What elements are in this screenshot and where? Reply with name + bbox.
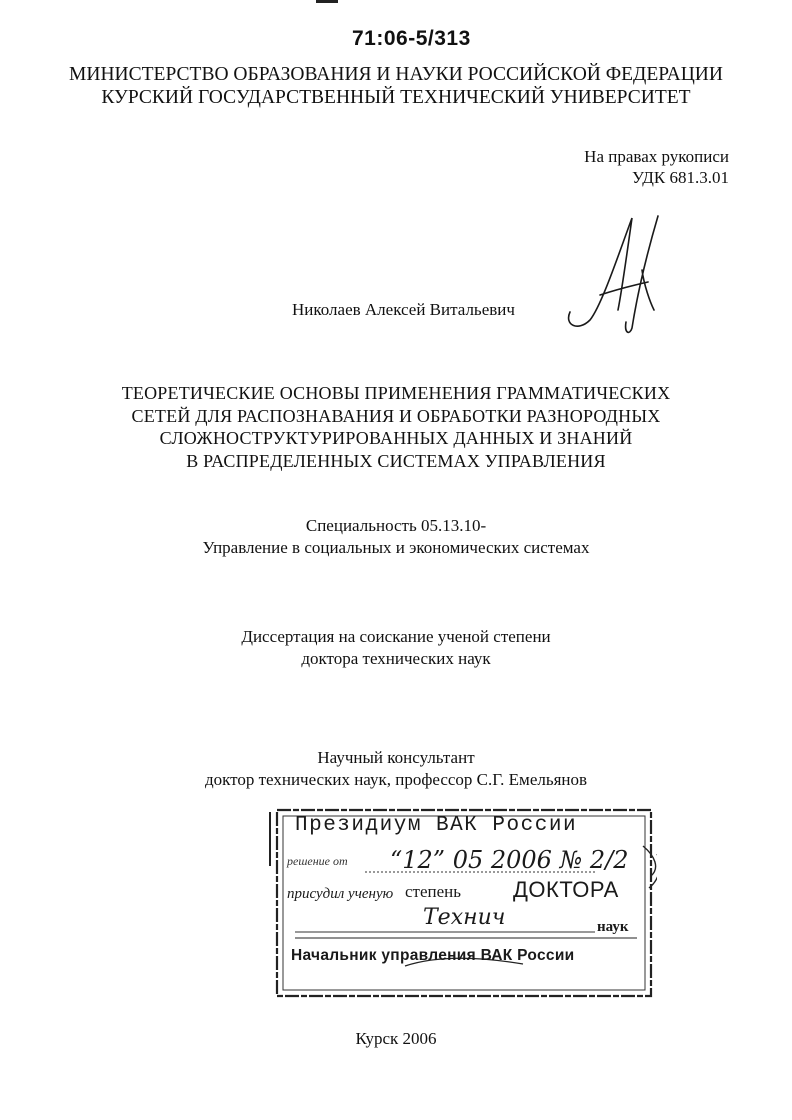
title-line: В РАСПРЕДЕЛЕННЫХ СИСТЕМАХ УПРАВЛЕНИЯ bbox=[186, 450, 606, 471]
stamp-awarded-label: присудил ученую bbox=[287, 886, 394, 902]
stamp-sciences-label: наук bbox=[597, 919, 629, 935]
archive-code: 71:06-5/313 bbox=[352, 27, 471, 50]
degree-statement-line: доктора технических наук bbox=[301, 649, 491, 668]
specialty-code: Специальность 05.13.10- bbox=[305, 516, 487, 535]
city-year: Курск 2006 bbox=[355, 1029, 437, 1048]
stamp-head-label: Начальник управления ВАК России bbox=[291, 947, 575, 964]
stamp-decision-label: решение от bbox=[287, 854, 348, 868]
specialty-block bbox=[0, 515, 792, 559]
university-name: КУРСКИЙ ГОСУДАРСТВЕННЫЙ ТЕХНИЧЕСКИЙ УНИВЕРСИТЕТ bbox=[101, 87, 691, 108]
ministry-name: МИНИСТЕРСТВО ОБРАЗОВАНИЯ И НАУКИ РОССИЙСКОЙ ФЕДЕРАЦИИ bbox=[69, 64, 723, 85]
consultant-label: Научный консультант bbox=[317, 748, 475, 767]
stamp-degree: ДОКТОРА bbox=[513, 877, 619, 902]
specialty-name: Управление в социальных и экономических системах bbox=[202, 538, 590, 557]
stamp-handwritten-date: “12” 05 2006 № 2/2 bbox=[390, 846, 629, 874]
author-signature bbox=[560, 210, 670, 340]
manuscript-rights-label: На правах рукописи bbox=[584, 147, 729, 166]
degree-statement bbox=[0, 626, 792, 670]
udc-code: УДК 681.3.01 bbox=[631, 168, 729, 187]
scan-artifact-mark bbox=[316, 0, 338, 3]
author-name: Николаев Алексей Витальевич bbox=[292, 300, 515, 319]
title-line: СЕТЕЙ ДЛЯ РАСПОЗНАВАНИЯ И ОБРАБОТКИ РАЗНОРОДНЫХ bbox=[131, 405, 661, 426]
stamp-handwritten-field: Технич bbox=[423, 905, 506, 930]
degree-statement-line: Диссертация на соискание ученой степени bbox=[241, 627, 551, 646]
consultant-name: доктор технических наук, профессор С.Г. Емельянов bbox=[204, 770, 588, 789]
manuscript-rights-block bbox=[584, 146, 729, 188]
consultant-block bbox=[0, 747, 792, 791]
vak-stamp bbox=[265, 806, 657, 1002]
stamp-degree-type: степень bbox=[405, 882, 462, 901]
title-line: ТЕОРЕТИЧЕСКИЕ ОСНОВЫ ПРИМЕНЕНИЯ ГРАММАТИЧЕСКИХ bbox=[121, 383, 671, 403]
stamp-title: Президиум ВАК России bbox=[295, 814, 578, 837]
title-line: СЛОЖНОСТРУКТУРИРОВАННЫХ ДАННЫХ И ЗНАНИЙ bbox=[159, 428, 633, 448]
dissertation-title bbox=[0, 382, 792, 472]
